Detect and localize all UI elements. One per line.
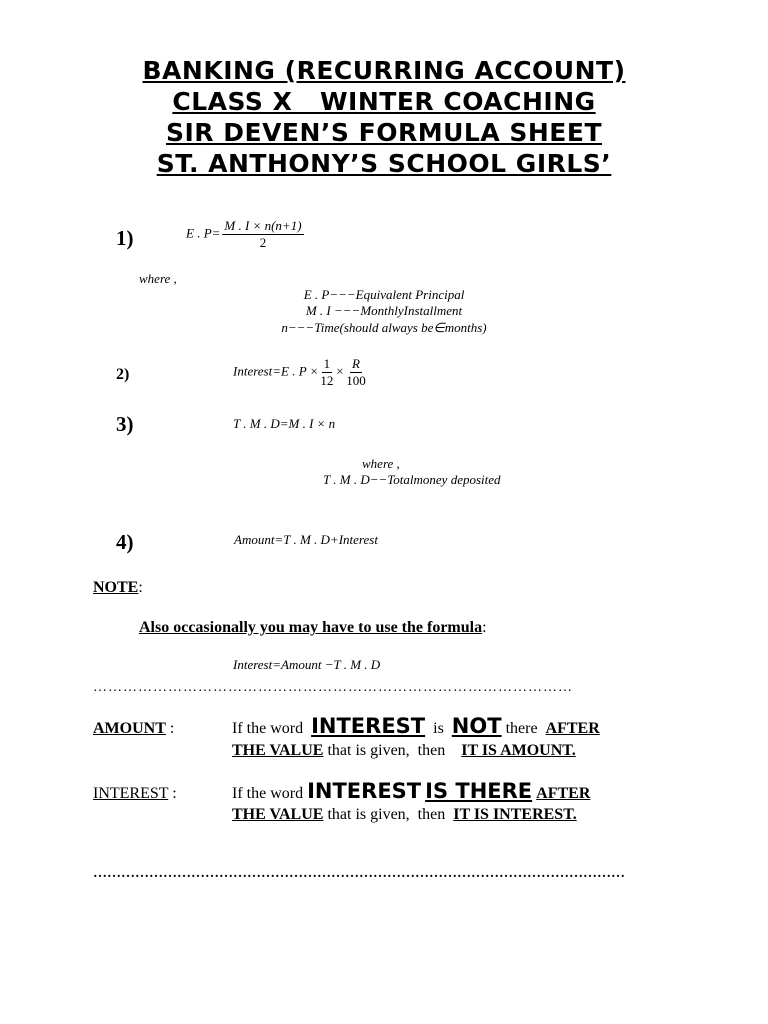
separator-dotted-2: ……………………………………………………………………………………………………	[93, 866, 625, 881]
interest-rule-is-there: IS THERE	[425, 779, 533, 803]
formula-2-fraction-2: $\frac{R}{100}$	[346, 356, 366, 388]
amount-rule-line-2: THE VALUE that is given, then IT IS AMOUNT.	[232, 742, 576, 759]
amount-rule-label: AMOUNT :	[93, 720, 175, 737]
formula-1-lhs: E . P=	[186, 225, 221, 241]
note-heading: NOTE:	[93, 579, 143, 596]
definition-n: n−−−Time(should always be∈months)	[281, 320, 487, 335]
formula-2-fraction-1: $\frac{1}{12}$	[320, 356, 334, 388]
formula-1	[186, 218, 306, 251]
amount-rule-line-1: If the word INTEREST is NOT there AFTER	[232, 714, 600, 738]
where-label-1: where ,	[139, 271, 177, 286]
definition-ep: E . P−−−Equivalent Principal	[303, 287, 465, 302]
formula-4-number: 4)	[116, 530, 134, 554]
formula-1-number: 1)	[116, 226, 134, 250]
note-formula: Interest=Amount −T . M . D	[233, 657, 381, 672]
formula-1-fraction	[222, 218, 303, 251]
formula-2: Interest=E . P × $\frac{1}{12}$ × $\frac{R}{100}$	[233, 356, 366, 388]
interest-rule-result: IT IS INTEREST.	[453, 806, 577, 823]
note-also: Also occasionally you may have to use the formula:	[139, 619, 487, 636]
separator-dotted-1: ……………………………………………………………………………………	[93, 680, 573, 695]
interest-rule-line-1: If the word INTEREST IS THERE AFTER	[232, 779, 591, 803]
title-line-4: ST. ANTHONY’S SCHOOL GIRLS’	[156, 149, 612, 178]
formula-2-number: 2)	[116, 366, 130, 383]
title-line-2: CLASS X WINTER COACHING	[172, 87, 596, 116]
formula-1-denominator: 2	[259, 235, 267, 250]
amount-rule-keyword: INTEREST	[311, 714, 426, 738]
interest-rule-keyword: INTEREST	[307, 779, 422, 803]
formula-2-lhs: Interest=E . P ×	[233, 363, 319, 379]
where-label-2: where ,	[362, 456, 400, 471]
title-line-1: BANKING (RECURRING ACCOUNT)	[142, 56, 626, 85]
interest-rule-line-2: THE VALUE that is given, then IT IS INTEREST.	[232, 806, 577, 823]
formula-3-number: 3)	[116, 412, 134, 436]
title-line-3: SIR DEVEN’S FORMULA SHEET	[165, 118, 603, 147]
formula-4: Amount=T . M . D+Interest	[234, 532, 378, 547]
definition-mi: M . I −−−MonthlyInstallment	[305, 303, 463, 318]
formula-3: T . M . D=M . I × n	[233, 416, 336, 431]
formula-1-numerator: M . I × n(n+1)	[224, 218, 302, 233]
amount-rule-result: IT IS AMOUNT.	[461, 742, 576, 759]
interest-rule-label: INTEREST :	[93, 785, 177, 802]
definition-tmd: T . M . D−−Totalmoney deposited	[323, 472, 501, 487]
amount-rule-not: NOT	[451, 714, 502, 738]
